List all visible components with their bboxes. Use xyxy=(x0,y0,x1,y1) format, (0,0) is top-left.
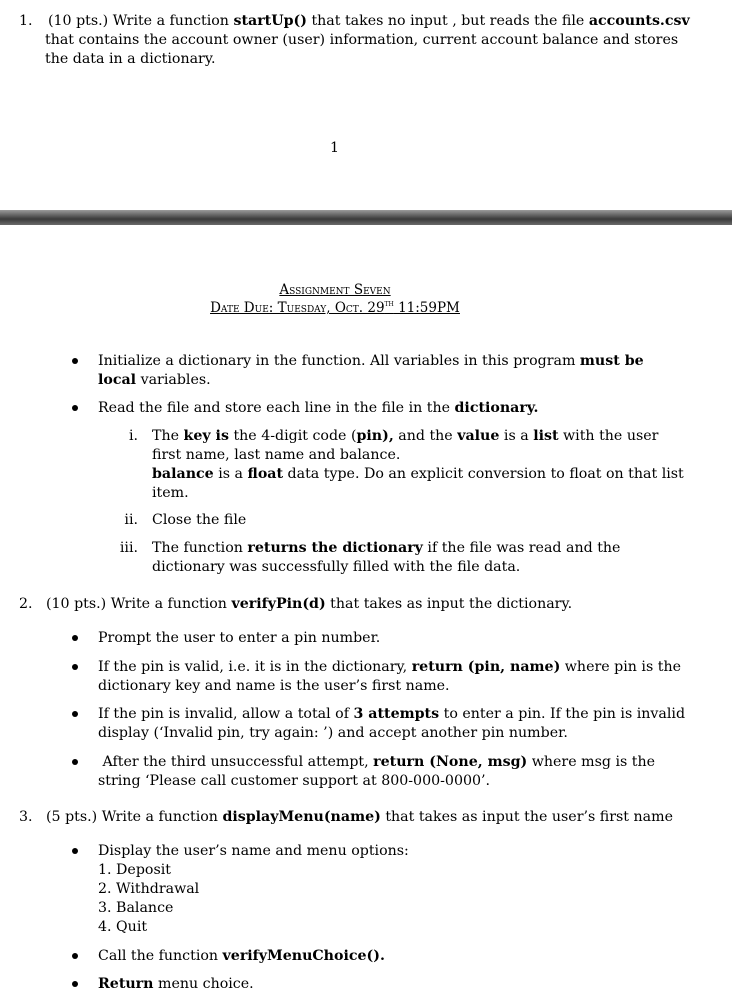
bullet-dot xyxy=(72,635,78,641)
bullet-dot xyxy=(72,358,78,364)
q2-heading: (10 pts.) Write a function verifyPin(d) that takes as input the dictionary. xyxy=(46,596,573,612)
q3-number: 3. xyxy=(19,809,33,825)
bullet-dot xyxy=(72,405,78,411)
menu-option: 4. Quit xyxy=(98,919,148,935)
q2-bullet-prompt: Prompt the user to enter a pin number. xyxy=(98,630,381,646)
q1-bullet-read: Read the file and store each line in the file in the dictionary. xyxy=(98,400,539,416)
q2-bullet-third: After the third unsuccessful attempt, return (None, msg) where msg is the xyxy=(98,754,656,770)
bullet-dot xyxy=(72,953,78,959)
q1-sub-i-line2: first name, last name and balance. xyxy=(152,447,401,463)
q1-sub-iii-line1: The function returns the dictionary if the file was read and the xyxy=(152,540,621,556)
assignment-title: Assignment Seven xyxy=(279,282,391,298)
bullet-dot xyxy=(72,711,78,717)
q1-sub-i-line4: item. xyxy=(152,485,189,501)
q3-menu-list xyxy=(98,861,199,937)
q2-fn-name: verifyPin(d) xyxy=(231,596,326,612)
menu-option: 1. Deposit xyxy=(98,862,171,878)
menu-option: 2. Withdrawal xyxy=(98,881,200,897)
bullet-dot xyxy=(72,848,78,854)
q1-line3: the data in a dictionary. xyxy=(45,51,216,67)
roman-ii: ii. xyxy=(124,512,138,528)
q2-bullet-valid: If the pin is valid, i.e. it is in the dictionary, return (pin, name) where pin is the xyxy=(98,659,681,675)
q2-bullet-third-cont: string ‘Please call customer support at 800-000-0000’. xyxy=(98,773,491,789)
bullet-dot xyxy=(72,981,78,987)
q1-bullet-init: Initialize a dictionary in the function. All variables in this program must be xyxy=(98,353,644,369)
bullet-dot xyxy=(72,664,78,670)
q3-bullet-display: Display the user’s name and menu options: xyxy=(98,843,409,859)
q1-bullet-init-cont: local variables. xyxy=(98,372,211,388)
bullet-dot xyxy=(72,759,78,765)
q1-line1: (10 pts.) Write a function startUp() that takes no input , but reads the file accounts.csv xyxy=(48,13,690,29)
q3-bullet-return: Return menu choice. xyxy=(98,976,254,992)
q1-file-name: accounts.csv xyxy=(588,13,690,29)
q1-number: 1. xyxy=(19,13,33,29)
q1-line2: that contains the account owner (user) information, current account balance and stores xyxy=(45,32,679,48)
q1-sub-iii-line2: dictionary was successfully filled with the file data. xyxy=(152,559,521,575)
due-date: Date Due: Tuesday, Oct. 29th 11:59PM xyxy=(210,299,460,316)
q1-sub-i-line3: balance is a float data type. Do an explicit conversion to float on that list xyxy=(152,466,684,482)
page-divider xyxy=(0,210,732,225)
roman-i: i. xyxy=(128,428,138,444)
q2-bullet-invalid-cont: display (‘Invalid pin, try again: ’) and accept another pin number. xyxy=(98,725,568,741)
q1-sub-i-line1: The key is the 4-digit code (pin), and the value is a list with the user xyxy=(152,428,659,444)
q2-bullet-invalid: If the pin is invalid, allow a total of 3 attempts to enter a pin. If the pin is invalid xyxy=(98,706,686,722)
page-number: 1 xyxy=(330,140,340,156)
roman-iii: iii. xyxy=(119,540,138,556)
q3-bullet-call: Call the function verifyMenuChoice(). xyxy=(98,948,385,964)
q3-fn-name: displayMenu(name) xyxy=(222,809,381,825)
q2-number: 2. xyxy=(19,596,33,612)
q2-bullet-valid-cont: dictionary key and name is the user’s first name. xyxy=(98,678,450,694)
menu-option: 3. Balance xyxy=(98,900,174,916)
q1-sub-ii: Close the file xyxy=(152,512,247,528)
q1-fn-name: startUp() xyxy=(233,13,307,29)
q3-heading: (5 pts.) Write a function displayMenu(name) that takes as input the user’s first name xyxy=(46,809,673,825)
